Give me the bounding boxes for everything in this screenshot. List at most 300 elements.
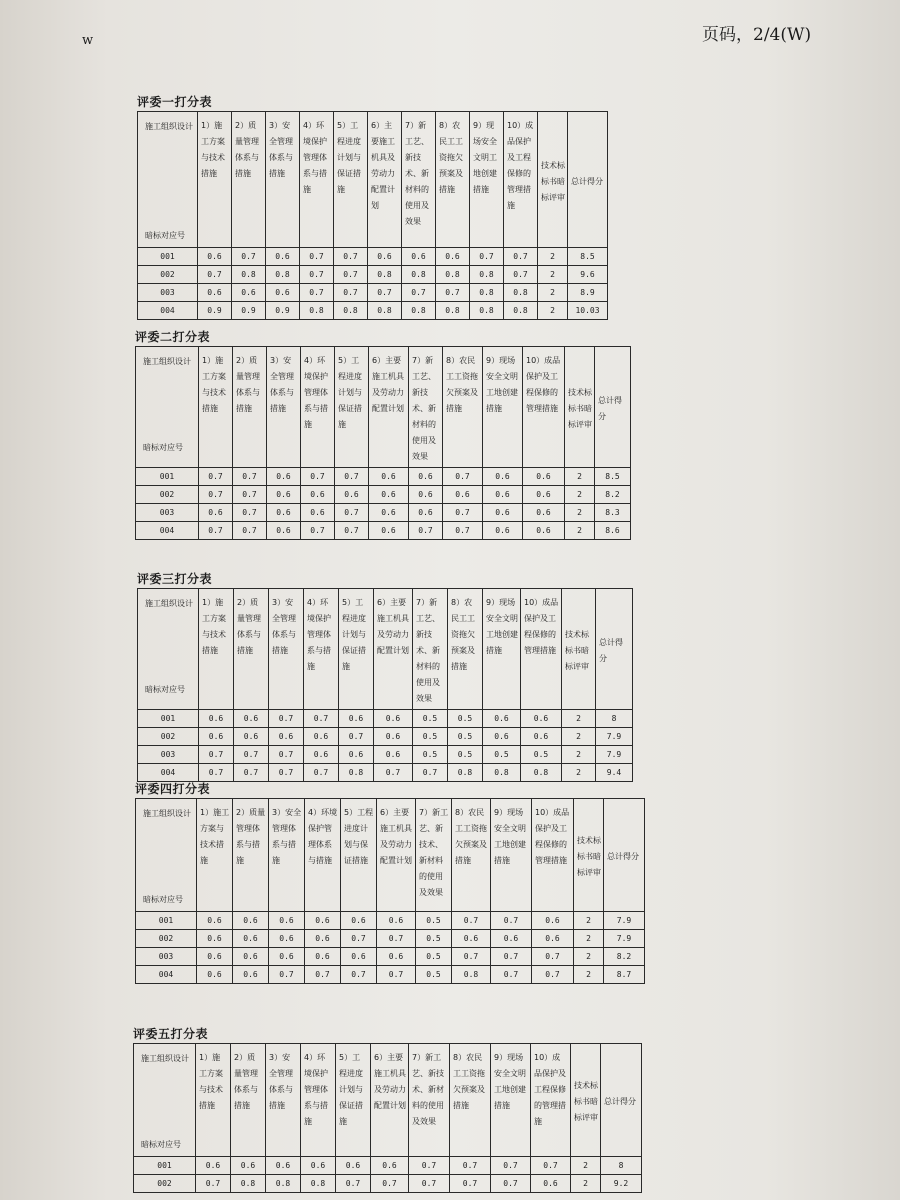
header-criterion-1 bbox=[196, 1044, 231, 1157]
score-cell: 0.7 bbox=[199, 486, 233, 504]
bid-code-cell: 001 bbox=[134, 1157, 196, 1175]
score-cell: 0.7 bbox=[374, 764, 413, 782]
score-cell: 0.5 bbox=[448, 728, 483, 746]
score-cell: 0.6 bbox=[369, 468, 409, 486]
header-criterion-4 bbox=[304, 589, 339, 710]
score-cell: 0.8 bbox=[470, 266, 504, 284]
score-cell: 0.6 bbox=[336, 1157, 371, 1175]
bid-code-cell: 002 bbox=[136, 486, 199, 504]
table-row bbox=[138, 302, 608, 320]
score-cell: 0.8 bbox=[521, 764, 562, 782]
score-cell: 0.6 bbox=[305, 930, 341, 948]
score-cell: 0.6 bbox=[304, 728, 339, 746]
criterion-label: 2）质量管理体系与措施 bbox=[236, 808, 266, 865]
score-cell: 0.5 bbox=[416, 912, 452, 930]
header-criterion-5 bbox=[336, 1044, 371, 1157]
score-cell: 0.8 bbox=[402, 266, 436, 284]
score-cell: 0.8 bbox=[266, 266, 300, 284]
total-score-cell: 8.9 bbox=[568, 284, 608, 302]
score-cell: 0.6 bbox=[232, 284, 266, 302]
header-criterion-1 bbox=[199, 589, 234, 710]
criterion-label: 7）新工艺、新技术、新材料的使用及效果 bbox=[416, 598, 440, 703]
criterion-label: 5）工程进度计划与保证措施 bbox=[342, 598, 366, 671]
header-criterion-1 bbox=[197, 799, 233, 912]
score-table bbox=[135, 346, 631, 540]
score-cell: 0.7 bbox=[339, 728, 374, 746]
criterion-label: 10）成品保护及工程保修的管理措施 bbox=[507, 121, 534, 210]
criterion-label: 7）新工艺、新技术、新材料的使用及效果 bbox=[412, 1053, 444, 1126]
criterion-label: 1）施工方案与技术措施 bbox=[202, 598, 226, 655]
total-score-cell: 9.2 bbox=[601, 1175, 642, 1193]
score-cell: 0.5 bbox=[416, 948, 452, 966]
score-cell: 0.6 bbox=[234, 728, 269, 746]
criterion-label: 7）新工艺、新技术、新材料的使用及效果 bbox=[419, 808, 449, 897]
header-criterion-10 bbox=[523, 347, 565, 468]
score-cell: 0.6 bbox=[369, 522, 409, 540]
header-criterion-10 bbox=[531, 1044, 571, 1157]
score-cell: 0.7 bbox=[199, 468, 233, 486]
criterion-label: 8）农民工工资拖欠预案及措施 bbox=[453, 1053, 485, 1110]
header-criterion-7 bbox=[413, 589, 448, 710]
score-cell: 0.6 bbox=[269, 948, 305, 966]
header-corner-cell bbox=[138, 112, 198, 248]
header-criterion-11 bbox=[571, 1044, 601, 1157]
criterion-label: 技术标标书暗标评审 bbox=[574, 1081, 598, 1122]
criterion-label: 总计得分 bbox=[607, 852, 639, 861]
bid-code-cell: 001 bbox=[136, 468, 199, 486]
score-cell: 0.6 bbox=[197, 930, 233, 948]
score-cell: 0.6 bbox=[532, 912, 574, 930]
score-cell: 0.5 bbox=[521, 746, 562, 764]
header-criterion-12 bbox=[596, 589, 633, 710]
total-score-cell: 8.3 bbox=[595, 504, 631, 522]
header-criterion-10 bbox=[504, 112, 538, 248]
score-cell: 2 bbox=[571, 1175, 601, 1193]
criterion-label: 技术标标书暗标评审 bbox=[577, 836, 601, 877]
total-score-cell: 7.9 bbox=[604, 930, 645, 948]
criterion-label: 4）环境保护管理体系与措施 bbox=[304, 1053, 328, 1126]
criterion-label: 3）安全管理体系与措施 bbox=[269, 1053, 293, 1110]
corner-label-plan: 施工组织设计 bbox=[145, 599, 193, 608]
header-criterion-6 bbox=[374, 589, 413, 710]
header-criterion-12 bbox=[604, 799, 645, 912]
criterion-label: 8）农民工工资拖欠预案及措施 bbox=[451, 598, 475, 671]
score-cell: 0.7 bbox=[436, 284, 470, 302]
criterion-label: 5）工程进度计划与保证措施 bbox=[337, 121, 361, 194]
score-cell: 0.6 bbox=[532, 930, 574, 948]
total-score-cell: 10.03 bbox=[568, 302, 608, 320]
criterion-label: 2）质量管理体系与措施 bbox=[234, 1053, 258, 1110]
score-cell: 2 bbox=[574, 948, 604, 966]
corner-label-plan: 施工组织设计 bbox=[145, 122, 193, 131]
sheet-title: 评委五打分表 bbox=[133, 1027, 209, 1041]
sheet-title: 评委二打分表 bbox=[135, 330, 211, 344]
criterion-label: 10）成品保护及工程保修的管理措施 bbox=[524, 598, 559, 655]
bid-code-cell: 001 bbox=[136, 912, 197, 930]
score-cell: 0.9 bbox=[198, 302, 232, 320]
score-cell: 0.8 bbox=[448, 764, 483, 782]
total-score-cell: 8.5 bbox=[595, 468, 631, 486]
criterion-label: 6）主要施工机具及劳动力配置计划 bbox=[371, 121, 395, 210]
header-criterion-3 bbox=[269, 589, 304, 710]
criterion-label: 9）现场安全文明工地创建措施 bbox=[473, 121, 497, 194]
header-criterion-5 bbox=[341, 799, 377, 912]
score-cell: 2 bbox=[562, 728, 596, 746]
bid-code-cell: 003 bbox=[138, 284, 198, 302]
table-row bbox=[138, 710, 633, 728]
score-cell: 0.7 bbox=[301, 522, 335, 540]
score-cell: 0.6 bbox=[198, 284, 232, 302]
table-header-row bbox=[134, 1044, 642, 1157]
total-score-cell: 8.7 bbox=[604, 966, 645, 984]
score-cell: 0.8 bbox=[483, 764, 521, 782]
criterion-label: 1）施工方案与技术措施 bbox=[199, 1053, 223, 1110]
score-cell: 0.6 bbox=[301, 486, 335, 504]
header-criterion-11 bbox=[562, 589, 596, 710]
score-cell: 0.7 bbox=[196, 1175, 231, 1193]
total-score-cell: 9.6 bbox=[568, 266, 608, 284]
score-cell: 0.7 bbox=[532, 948, 574, 966]
criterion-label: 技术标标书暗标评审 bbox=[541, 160, 565, 202]
score-sheet-judge-5 bbox=[133, 1025, 642, 1193]
score-cell: 0.6 bbox=[304, 746, 339, 764]
score-cell: 0.6 bbox=[305, 948, 341, 966]
header-criterion-7 bbox=[416, 799, 452, 912]
sheet-title: 评委三打分表 bbox=[137, 572, 213, 586]
score-cell: 0.7 bbox=[371, 1175, 409, 1193]
score-cell: 0.6 bbox=[301, 504, 335, 522]
score-cell: 2 bbox=[538, 248, 568, 266]
score-cell: 0.6 bbox=[269, 930, 305, 948]
corner-label-code: 暗标对应号 bbox=[145, 685, 185, 694]
score-cell: 0.8 bbox=[436, 302, 470, 320]
total-score-cell: 7.9 bbox=[596, 728, 633, 746]
criterion-label: 6）主要施工机具及劳动力配置计划 bbox=[380, 808, 412, 865]
score-cell: 0.7 bbox=[334, 284, 368, 302]
score-cell: 0.7 bbox=[491, 948, 532, 966]
criterion-label: 4）环境保护管理体系与措施 bbox=[308, 808, 338, 865]
score-cell: 0.6 bbox=[301, 1157, 336, 1175]
score-cell: 0.9 bbox=[266, 302, 300, 320]
score-cell: 0.6 bbox=[409, 504, 443, 522]
header-criterion-6 bbox=[377, 799, 416, 912]
criterion-label: 技术标标书暗标评审 bbox=[565, 630, 589, 671]
score-cell: 0.7 bbox=[450, 1175, 491, 1193]
score-cell: 2 bbox=[565, 504, 595, 522]
score-cell: 0.7 bbox=[336, 1175, 371, 1193]
table-header-row bbox=[138, 112, 608, 248]
score-cell: 0.5 bbox=[413, 728, 448, 746]
header-criterion-7 bbox=[402, 112, 436, 248]
corner-label-code: 暗标对应号 bbox=[141, 1140, 181, 1149]
table-header-row bbox=[136, 347, 631, 468]
score-cell: 0.7 bbox=[300, 266, 334, 284]
bid-code-cell: 002 bbox=[138, 266, 198, 284]
score-sheet-judge-1 bbox=[137, 93, 608, 320]
score-cell: 0.7 bbox=[300, 248, 334, 266]
score-cell: 0.6 bbox=[523, 468, 565, 486]
header-criterion-9 bbox=[491, 799, 532, 912]
score-cell: 0.6 bbox=[197, 912, 233, 930]
score-cell: 0.6 bbox=[267, 522, 301, 540]
score-cell: 0.6 bbox=[266, 284, 300, 302]
score-cell: 0.8 bbox=[368, 266, 402, 284]
score-cell: 0.6 bbox=[483, 486, 523, 504]
score-cell: 0.6 bbox=[269, 912, 305, 930]
header-criterion-2 bbox=[234, 589, 269, 710]
header-criterion-5 bbox=[334, 112, 368, 248]
score-cell: 0.7 bbox=[450, 1157, 491, 1175]
score-cell: 0.6 bbox=[483, 504, 523, 522]
score-cell: 0.8 bbox=[504, 284, 538, 302]
header-criterion-10 bbox=[532, 799, 574, 912]
score-cell: 0.7 bbox=[368, 284, 402, 302]
header-criterion-8 bbox=[436, 112, 470, 248]
criterion-label: 3）安全管理体系与措施 bbox=[272, 808, 302, 865]
score-cell: 0.8 bbox=[231, 1175, 266, 1193]
total-score-cell: 8.6 bbox=[595, 522, 631, 540]
score-cell: 0.6 bbox=[369, 486, 409, 504]
total-score-cell: 8.2 bbox=[595, 486, 631, 504]
corner-label-code: 暗标对应号 bbox=[143, 443, 183, 452]
header-corner-cell bbox=[136, 347, 199, 468]
score-cell: 0.7 bbox=[304, 710, 339, 728]
score-cell: 0.7 bbox=[409, 1157, 450, 1175]
bid-code-cell: 001 bbox=[138, 248, 198, 266]
score-cell: 0.7 bbox=[334, 248, 368, 266]
score-cell: 0.5 bbox=[416, 966, 452, 984]
bid-code-cell: 003 bbox=[138, 746, 199, 764]
score-cell: 0.8 bbox=[470, 302, 504, 320]
score-sheet-judge-3 bbox=[137, 570, 633, 782]
header-criterion-10 bbox=[521, 589, 562, 710]
score-cell: 0.6 bbox=[374, 710, 413, 728]
score-table bbox=[137, 588, 633, 782]
score-cell: 0.6 bbox=[305, 912, 341, 930]
criterion-label: 1）施工方案与技术措施 bbox=[202, 356, 226, 413]
table-header-row bbox=[136, 799, 645, 912]
header-criterion-12 bbox=[595, 347, 631, 468]
score-cell: 2 bbox=[565, 486, 595, 504]
score-cell: 0.7 bbox=[305, 966, 341, 984]
score-cell: 0.5 bbox=[448, 746, 483, 764]
criterion-label: 5）工程进度计划与保证措施 bbox=[338, 356, 362, 429]
score-cell: 0.6 bbox=[521, 728, 562, 746]
score-cell: 0.6 bbox=[369, 504, 409, 522]
score-cell: 0.6 bbox=[196, 1157, 231, 1175]
score-cell: 0.7 bbox=[409, 1175, 450, 1193]
score-cell: 0.6 bbox=[266, 248, 300, 266]
score-cell: 0.8 bbox=[402, 302, 436, 320]
score-cell: 0.7 bbox=[443, 504, 483, 522]
score-cell: 0.6 bbox=[267, 468, 301, 486]
bid-code-cell: 002 bbox=[138, 728, 199, 746]
bid-code-cell: 004 bbox=[138, 302, 198, 320]
table-row bbox=[138, 248, 608, 266]
header-criterion-12 bbox=[601, 1044, 642, 1157]
header-criterion-8 bbox=[452, 799, 491, 912]
score-table bbox=[133, 1043, 642, 1193]
score-cell: 0.6 bbox=[377, 948, 416, 966]
score-cell: 2 bbox=[571, 1157, 601, 1175]
header-criterion-2 bbox=[233, 347, 267, 468]
score-cell: 0.8 bbox=[300, 302, 334, 320]
score-cell: 0.7 bbox=[300, 284, 334, 302]
total-score-cell: 8 bbox=[596, 710, 633, 728]
criterion-label: 总计得分 bbox=[599, 638, 623, 663]
bid-code-cell: 003 bbox=[136, 504, 199, 522]
header-criterion-2 bbox=[231, 1044, 266, 1157]
header-criterion-11 bbox=[574, 799, 604, 912]
score-cell: 0.7 bbox=[443, 468, 483, 486]
score-cell: 0.7 bbox=[491, 1175, 531, 1193]
header-criterion-4 bbox=[301, 347, 335, 468]
score-cell: 2 bbox=[538, 266, 568, 284]
score-cell: 0.7 bbox=[504, 266, 538, 284]
score-table bbox=[137, 111, 608, 320]
header-criterion-11 bbox=[565, 347, 595, 468]
table-row bbox=[134, 1175, 642, 1193]
score-cell: 0.7 bbox=[232, 248, 266, 266]
score-cell: 0.6 bbox=[267, 486, 301, 504]
score-cell: 0.7 bbox=[301, 468, 335, 486]
score-cell: 2 bbox=[565, 468, 595, 486]
score-cell: 0.6 bbox=[483, 468, 523, 486]
criterion-label: 8）农民工工资拖欠预案及措施 bbox=[439, 121, 463, 194]
score-cell: 0.6 bbox=[523, 522, 565, 540]
corner-label-plan: 施工组织设计 bbox=[143, 809, 191, 818]
score-cell: 0.6 bbox=[267, 504, 301, 522]
score-cell: 0.7 bbox=[233, 504, 267, 522]
score-cell: 0.6 bbox=[368, 248, 402, 266]
header-criterion-12 bbox=[568, 112, 608, 248]
score-cell: 0.6 bbox=[377, 912, 416, 930]
table-row bbox=[136, 468, 631, 486]
score-cell: 2 bbox=[562, 764, 596, 782]
score-cell: 0.6 bbox=[199, 728, 234, 746]
table-row bbox=[136, 486, 631, 504]
score-cell: 0.7 bbox=[233, 522, 267, 540]
header-corner-cell bbox=[138, 589, 199, 710]
criterion-label: 4）环境保护管理体系与措施 bbox=[303, 121, 327, 194]
table-row bbox=[138, 746, 633, 764]
header-criterion-11 bbox=[538, 112, 568, 248]
header-criterion-6 bbox=[369, 347, 409, 468]
total-score-cell: 8.5 bbox=[568, 248, 608, 266]
corner-label-plan: 施工组织设计 bbox=[141, 1054, 189, 1063]
score-cell: 0.6 bbox=[371, 1157, 409, 1175]
score-cell: 0.8 bbox=[334, 302, 368, 320]
bid-code-cell: 004 bbox=[136, 522, 199, 540]
total-score-cell: 9.4 bbox=[596, 764, 633, 782]
header-corner-cell bbox=[134, 1044, 196, 1157]
corner-label-code: 暗标对应号 bbox=[145, 231, 185, 240]
score-cell: 0.7 bbox=[335, 468, 369, 486]
header-criterion-8 bbox=[443, 347, 483, 468]
score-cell: 0.6 bbox=[339, 710, 374, 728]
criterion-label: 总计得分 bbox=[571, 176, 603, 186]
table-row bbox=[136, 966, 645, 984]
score-cell: 0.7 bbox=[234, 764, 269, 782]
score-cell: 0.7 bbox=[335, 522, 369, 540]
score-cell: 0.7 bbox=[491, 966, 532, 984]
criterion-label: 9）现场安全文明工地创建措施 bbox=[494, 808, 526, 865]
score-cell: 0.6 bbox=[341, 912, 377, 930]
corner-label-code: 暗标对应号 bbox=[143, 895, 183, 904]
score-cell: 0.7 bbox=[504, 248, 538, 266]
table-row bbox=[134, 1157, 642, 1175]
score-cell: 0.7 bbox=[470, 248, 504, 266]
header-criterion-8 bbox=[448, 589, 483, 710]
score-cell: 0.8 bbox=[470, 284, 504, 302]
header-criterion-7 bbox=[409, 1044, 450, 1157]
score-cell: 0.8 bbox=[368, 302, 402, 320]
header-criterion-9 bbox=[483, 347, 523, 468]
header-criterion-7 bbox=[409, 347, 443, 468]
score-cell: 0.6 bbox=[341, 948, 377, 966]
criterion-label: 9）现场安全文明工地创建措施 bbox=[486, 356, 518, 413]
score-cell: 2 bbox=[538, 302, 568, 320]
score-cell: 0.6 bbox=[409, 486, 443, 504]
score-cell: 2 bbox=[562, 746, 596, 764]
score-cell: 0.6 bbox=[483, 522, 523, 540]
score-cell: 0.7 bbox=[234, 746, 269, 764]
score-cell: 0.7 bbox=[377, 930, 416, 948]
score-cell: 0.7 bbox=[269, 966, 305, 984]
score-cell: 0.7 bbox=[335, 504, 369, 522]
total-score-cell: 8.2 bbox=[604, 948, 645, 966]
page-number: 页码，2/4(W) bbox=[702, 25, 812, 45]
score-cell: 0.6 bbox=[231, 1157, 266, 1175]
criterion-label: 总计得分 bbox=[598, 396, 622, 421]
criterion-label: 6）主要施工机具及劳动力配置计划 bbox=[372, 356, 404, 413]
score-cell: 0.6 bbox=[199, 710, 234, 728]
score-cell: 0.7 bbox=[269, 746, 304, 764]
header-criterion-8 bbox=[450, 1044, 491, 1157]
score-cell: 0.6 bbox=[339, 746, 374, 764]
criterion-label: 6）主要施工机具及劳动力配置计划 bbox=[374, 1053, 406, 1110]
score-cell: 0.6 bbox=[233, 948, 269, 966]
score-cell: 0.8 bbox=[504, 302, 538, 320]
criterion-label: 5）工程进度计划与保证措施 bbox=[344, 808, 374, 865]
score-sheet-judge-2 bbox=[135, 328, 631, 540]
score-cell: 0.7 bbox=[341, 966, 377, 984]
criterion-label: 4）环境保护管理体系与措施 bbox=[304, 356, 328, 429]
score-cell: 0.6 bbox=[233, 912, 269, 930]
bid-code-cell: 004 bbox=[136, 966, 197, 984]
score-cell: 0.6 bbox=[266, 1157, 301, 1175]
score-cell: 0.6 bbox=[233, 930, 269, 948]
score-cell: 0.7 bbox=[413, 764, 448, 782]
score-cell: 0.8 bbox=[266, 1175, 301, 1193]
score-cell: 0.6 bbox=[523, 486, 565, 504]
score-cell: 0.8 bbox=[339, 764, 374, 782]
score-cell: 0.7 bbox=[199, 746, 234, 764]
header-criterion-9 bbox=[470, 112, 504, 248]
score-cell: 0.7 bbox=[402, 284, 436, 302]
table-row bbox=[136, 504, 631, 522]
score-cell: 0.6 bbox=[521, 710, 562, 728]
score-cell: 2 bbox=[574, 930, 604, 948]
criterion-label: 总计得分 bbox=[604, 1097, 636, 1106]
score-cell: 0.7 bbox=[409, 522, 443, 540]
score-cell: 0.6 bbox=[443, 486, 483, 504]
score-cell: 0.7 bbox=[199, 522, 233, 540]
criterion-label: 技术标标书暗标评审 bbox=[568, 388, 592, 429]
table-row bbox=[136, 948, 645, 966]
score-sheet-judge-4 bbox=[135, 780, 645, 984]
sheet-title: 评委一打分表 bbox=[137, 95, 213, 109]
